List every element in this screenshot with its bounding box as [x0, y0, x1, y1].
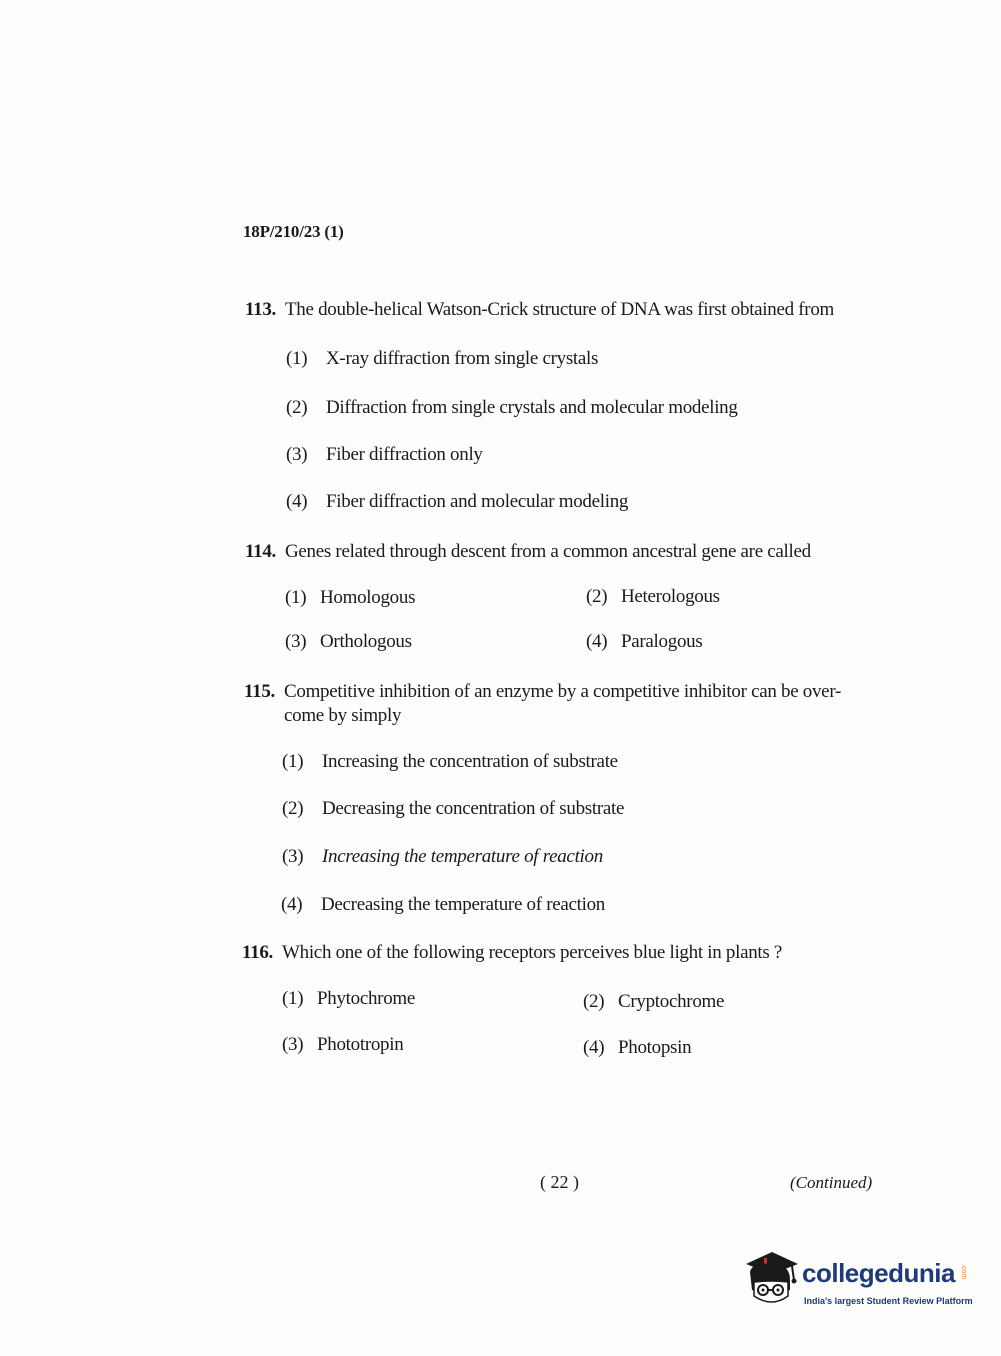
option-number: (4) — [583, 1037, 605, 1058]
option-number: (4) — [586, 631, 608, 652]
q116-option-4 — [583, 1036, 691, 1060]
question-stem: Genes related through descent from a common ancestral gene are called — [285, 541, 811, 562]
option-text: Fiber diffraction and molecular modeling — [326, 491, 629, 512]
option-number: (2) — [586, 586, 608, 607]
question-stem-line-2: come by simply — [284, 705, 402, 726]
q116-option-1 — [282, 987, 415, 1011]
option-number: (3) — [286, 444, 308, 465]
question-stem-line-1: Competitive inhibition of an enzyme by a competitive inhibitor can be over- — [284, 681, 841, 702]
q115-option-2 — [282, 797, 624, 821]
paper-code: 18P/210/23 (1) — [243, 222, 344, 241]
q115-option-3 — [282, 845, 603, 869]
option-number: (1) — [282, 751, 304, 772]
q113-option-4 — [286, 490, 628, 514]
option-number: (1) — [285, 587, 307, 608]
question-114 — [245, 540, 811, 564]
option-text: Heterologous — [621, 586, 720, 607]
question-116 — [242, 941, 782, 965]
option-text: Photopsin — [618, 1037, 692, 1058]
option-text: Cryptochrome — [618, 991, 725, 1012]
option-number: (2) — [583, 991, 605, 1012]
question-number: 114. — [245, 541, 277, 562]
q113-option-2 — [286, 396, 738, 420]
option-number: (3) — [282, 846, 304, 867]
question-number: 116. — [242, 942, 274, 963]
question-113 — [245, 298, 834, 322]
q116-option-3 — [282, 1033, 403, 1057]
option-text: Diffraction from single crystals and molecular modeling — [326, 397, 738, 418]
q114-option-4 — [586, 630, 702, 654]
q114-option-2 — [586, 585, 720, 609]
option-text: Increasing the temperature of reaction — [322, 846, 603, 867]
option-text: Fiber diffraction only — [326, 444, 483, 465]
q113-option-3 — [286, 443, 483, 467]
q114-option-3 — [285, 630, 412, 654]
continued-label: (Continued) — [790, 1173, 873, 1192]
question-115 — [244, 680, 841, 728]
option-number: (1) — [282, 988, 304, 1009]
mascot-icon — [742, 1250, 800, 1310]
q113-option-1 — [286, 347, 598, 371]
q114-option-1 — [285, 586, 415, 610]
option-text: Phytochrome — [317, 988, 416, 1009]
brand-com: .com — [960, 1264, 967, 1280]
option-number: (3) — [282, 1034, 304, 1055]
question-number: 113. — [245, 299, 277, 320]
option-text: Decreasing the temperature of reaction — [321, 894, 606, 915]
option-text: Increasing the concentration of substrate — [322, 751, 618, 772]
collegedunia-logo — [742, 1250, 972, 1320]
option-number: (1) — [286, 348, 308, 369]
option-number: (4) — [286, 491, 308, 512]
option-text: Homologous — [320, 587, 416, 608]
option-text: Decreasing the concentration of substrate — [322, 798, 625, 819]
option-text: X-ray diffraction from single crystals — [326, 348, 599, 369]
q115-option-4 — [281, 893, 605, 917]
option-number: (4) — [281, 894, 303, 915]
option-number: (2) — [282, 798, 304, 819]
option-text: Paralogous — [621, 631, 703, 652]
brand-name: collegedunia — [802, 1258, 955, 1288]
page-number: ( 22 ) — [540, 1172, 579, 1192]
question-stem: The double-helical Watson-Crick structure of DNA was first obtained from — [285, 299, 835, 320]
option-number: (3) — [285, 631, 307, 652]
option-text: Phototropin — [317, 1034, 404, 1055]
question-stem: Which one of the following receptors perceives blue light in plants ? — [282, 942, 783, 963]
q115-option-1 — [282, 750, 618, 774]
q116-option-2 — [583, 990, 724, 1014]
brand-tagline: India's largest Student Review Platform — [804, 1296, 973, 1306]
question-number: 115. — [244, 681, 276, 702]
option-text: Orthologous — [320, 631, 412, 652]
option-number: (2) — [286, 397, 308, 418]
